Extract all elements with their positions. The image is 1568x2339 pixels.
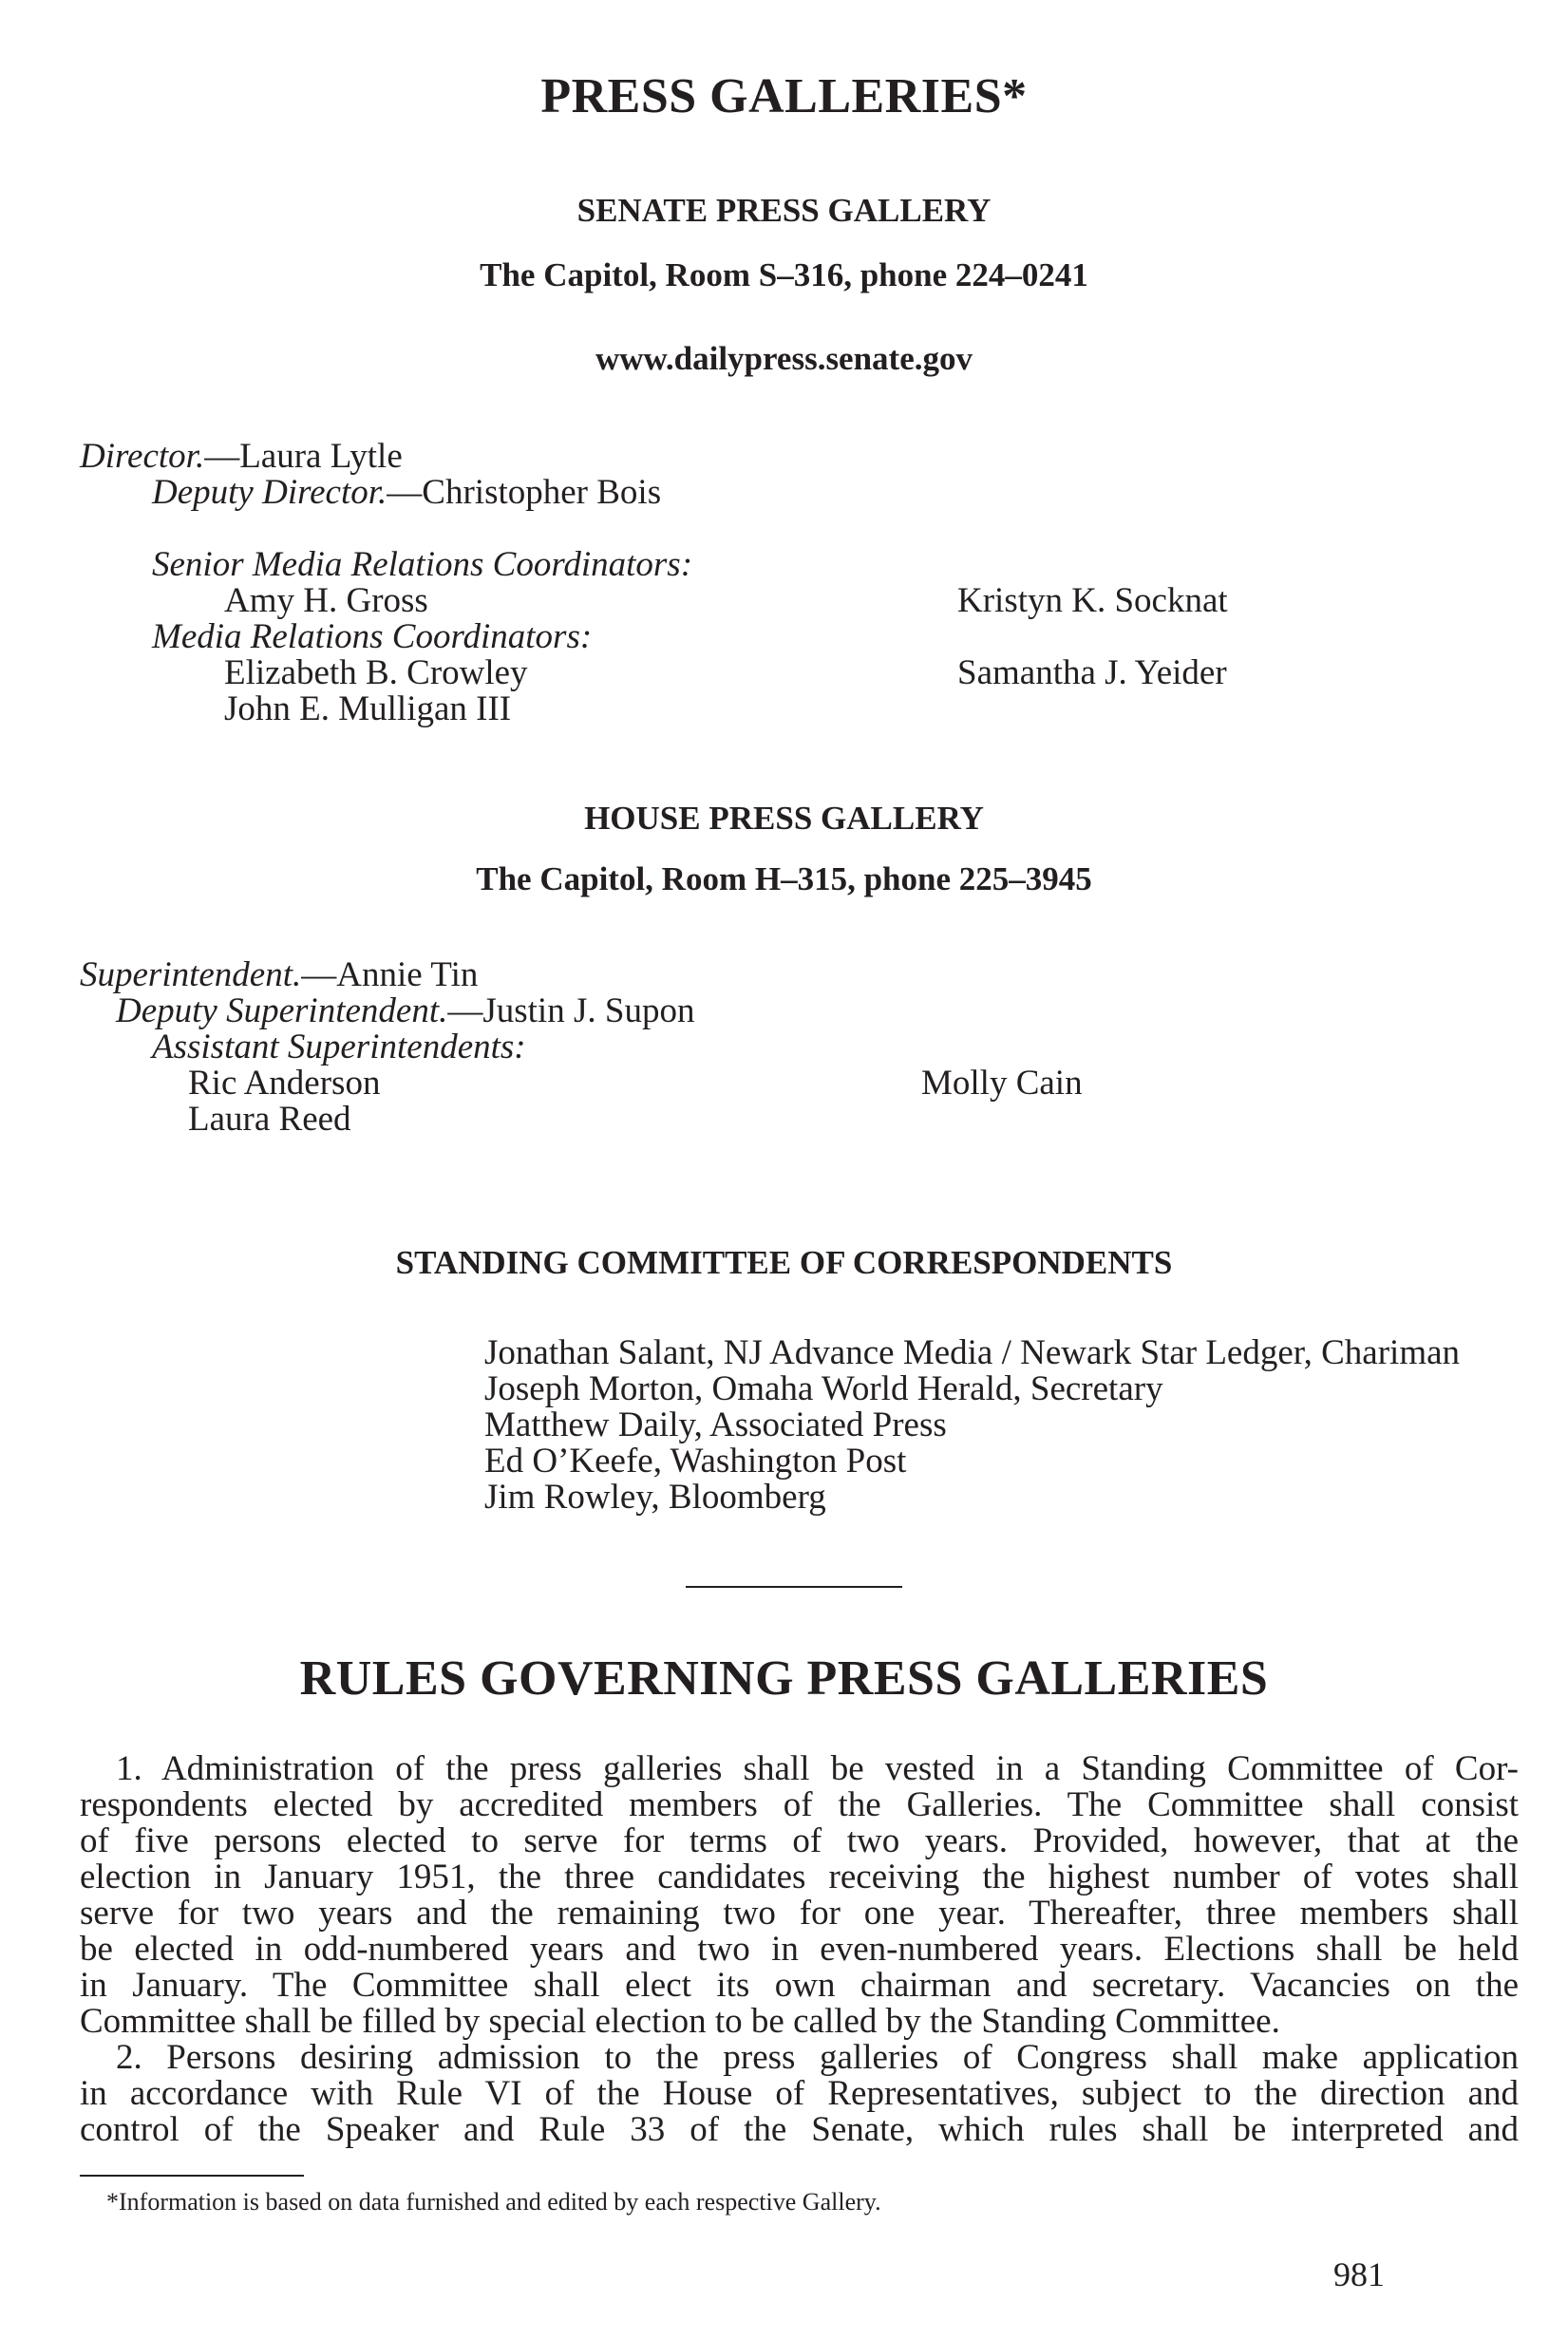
superintendent-role: Superintendent. xyxy=(80,955,302,994)
paragraph-line: control of the Speaker and Rule 33 of the Senate, which rules shall be interpreted and xyxy=(80,2112,1519,2148)
committee-member: Matthew Daily, Associated Press xyxy=(484,1405,947,1444)
assistant-superintendent: Molly Cain xyxy=(921,1064,1083,1103)
paragraph-line: serve for two years and the remaining two for one year. Thereafter, three members shall xyxy=(80,1896,1519,1932)
paragraph-line: be elected in odd-numbered years and two in even-numbered years. Elections shall be held xyxy=(80,1932,1519,1968)
coordinator: John E. Mulligan III xyxy=(224,689,512,728)
committee-member: Jonathan Salant, NJ Advance Media / Newark Star Ledger, Chariman xyxy=(484,1333,1461,1372)
coordinators-label: Media Relations Coordinators: xyxy=(152,617,593,656)
assistant-superintendent: Laura Reed xyxy=(188,1100,351,1139)
coordinator: Elizabeth B. Crowley xyxy=(224,653,528,692)
assistant-superintendent: Ric Anderson xyxy=(188,1064,381,1103)
director-role: Director. xyxy=(80,437,205,476)
senate-website[interactable]: www.dailypress.senate.gov xyxy=(595,340,973,377)
footnote: *Information is based on data furnished and edited by each respective Gallery. xyxy=(106,2188,881,2216)
paragraph-line: election in January 1951, the three candidates receiving the highest number of votes shall xyxy=(80,1859,1519,1896)
committee-member: Joseph Morton, Omaha World Herald, Secretary xyxy=(484,1369,1163,1408)
committee-member: Jim Rowley, Bloomberg xyxy=(484,1478,826,1517)
house-address: The Capitol, Room H–315, phone 225–3945 xyxy=(476,860,1092,897)
coordinator: Samantha J. Yeider xyxy=(957,653,1227,692)
house-deputy-superintendent xyxy=(116,993,694,1029)
paragraph-line: in accordance with Rule VI of the House of Representatives, subject to the direction and xyxy=(80,2076,1519,2112)
senate-director xyxy=(80,439,403,475)
footnote-rule xyxy=(80,2175,304,2177)
senior-coordinators-label: Senior Media Relations Coordinators: xyxy=(152,545,693,584)
page-title xyxy=(0,68,1568,124)
page-number: 981 xyxy=(1333,2255,1385,2293)
deputy-superintendent-role: Deputy Superintendent. xyxy=(116,991,448,1030)
senate-address: The Capitol, Room S–316, phone 224–0241 xyxy=(480,256,1088,293)
section-divider xyxy=(686,1586,902,1588)
page-title-text: PRESS GALLERIES xyxy=(540,69,1003,123)
senate-heading: SENATE PRESS GALLERY xyxy=(576,192,992,229)
paragraph-line: in January. The Committee shall elect its own chairman and secretary. Vacancies on the xyxy=(80,1968,1519,2004)
rules-paragraph-1 xyxy=(80,1751,1519,2040)
rules-heading: RULES GOVERNING PRESS GALLERIES xyxy=(299,1651,1269,1706)
paragraph-line: of five persons elected to serve for terms of two years. Provided, however, that at the xyxy=(80,1823,1519,1859)
senate-deputy-director xyxy=(152,475,661,511)
house-superintendent xyxy=(80,957,478,993)
committee-heading: STANDING COMMITTEE OF CORRESPONDENTS xyxy=(395,1244,1173,1281)
superintendent-name: —Annie Tin xyxy=(301,955,479,994)
deputy-director-role: Deputy Director. xyxy=(152,473,387,512)
paragraph-line: 2. Persons desiring admission to the press galleries of Congress shall make application xyxy=(116,2040,1519,2076)
senior-coordinator: Amy H. Gross xyxy=(224,581,428,620)
senior-coordinator: Kristyn K. Socknat xyxy=(957,581,1228,620)
paragraph-line: Committee shall be filled by special election to be called by the Standing Committee. xyxy=(80,2004,1280,2040)
director-name: —Laura Lytle xyxy=(204,437,403,476)
paragraph-line: respondents elected by accredited members of the Galleries. The Committee shall consist xyxy=(80,1787,1519,1823)
deputy-superintendent-name: —Justin J. Supon xyxy=(447,991,695,1030)
assistants-label: Assistant Superintendents: xyxy=(152,1028,526,1066)
deputy-director-name: —Christopher Bois xyxy=(387,473,662,512)
title-footnote-mark: * xyxy=(1002,69,1028,123)
committee-member: Ed O’Keefe, Washington Post xyxy=(484,1442,907,1481)
house-heading: HOUSE PRESS GALLERY xyxy=(584,800,984,837)
rules-paragraph-2 xyxy=(80,2040,1519,2148)
paragraph-line: 1. Administration of the press galleries shall be vested in a Standing Committee of Cor- xyxy=(116,1751,1519,1787)
